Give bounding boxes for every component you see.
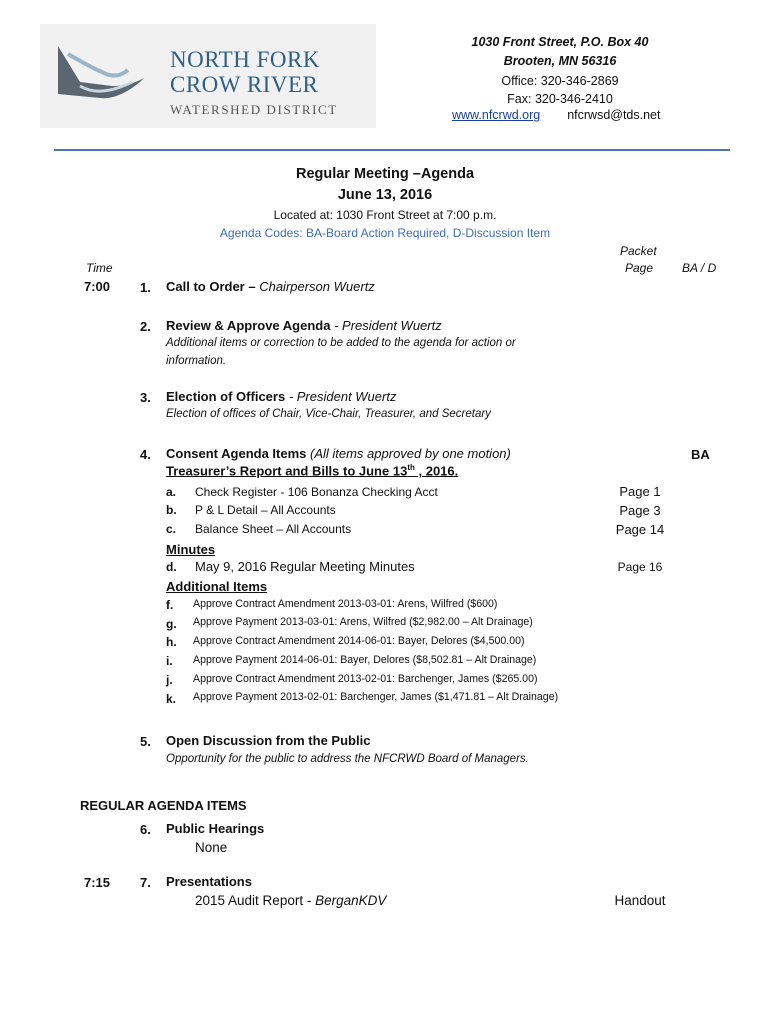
address-street: 1030 Front Street, P.O. Box 40 xyxy=(471,35,649,49)
item-3-heading: Election of Officers - President Wuertz xyxy=(166,389,397,404)
item-4c-text: Balance Sheet – All Accounts xyxy=(195,522,352,536)
item-4a-letter: a. xyxy=(166,485,177,499)
item-4c-page: Page 14 xyxy=(615,522,665,537)
item-4-number: 4. xyxy=(140,447,151,462)
item-4g-text: Approve Payment 2013-03-01: Arens, Wilfred ($2,982.00 – Alt Drainage) xyxy=(193,616,533,628)
fax-number: Fax: 320-346-2410 xyxy=(507,92,613,106)
item-4d-letter: d. xyxy=(166,560,177,574)
item-5-number: 5. xyxy=(140,734,151,749)
logo xyxy=(40,24,376,128)
item-7-page: Handout xyxy=(614,893,666,908)
minutes-heading: Minutes xyxy=(166,542,216,557)
item-4i-text: Approve Payment 2014-06-01: Bayer, Delores ($8,502.81 – Alt Drainage) xyxy=(193,654,537,666)
item-6-heading: Public Hearings xyxy=(166,821,265,836)
item-4i-letter: i. xyxy=(166,654,173,668)
item-6-description: None xyxy=(195,840,228,855)
item-7-description: 2015 Audit Report - BerganKDV xyxy=(195,893,387,908)
header-divider xyxy=(54,149,730,151)
page-title: Regular Meeting –Agenda xyxy=(295,166,475,182)
item-2-heading: Review & Approve Agenda - President Wuertz xyxy=(166,318,442,333)
item-4c-letter: c. xyxy=(166,522,177,536)
item-7-number: 7. xyxy=(140,875,151,890)
logo-line-1: NORTH FORK xyxy=(170,47,320,72)
meeting-location: Located at: 1030 Front Street at 7:00 p.m. xyxy=(273,208,497,222)
item-4j-letter: j. xyxy=(166,673,173,687)
regular-agenda-heading: REGULAR AGENDA ITEMS xyxy=(80,798,247,813)
item-4h-letter: h. xyxy=(166,635,177,649)
item-4h-text: Approve Contract Amendment 2014-06-01: Bayer, Delores ($4,500.00) xyxy=(193,635,525,647)
item-4b-page: Page 3 xyxy=(619,503,661,518)
item-4-heading: Consent Agenda Items (All items approved by one motion) xyxy=(166,446,511,461)
logo-line-3: WATERSHED DISTRICT xyxy=(170,102,338,117)
item-4k-text: Approve Payment 2013-02-01: Barchenger, James ($1,471.81 – Alt Drainage) xyxy=(193,691,559,703)
email-address: nfcrwsd@tds.net xyxy=(567,108,661,122)
item-2-description-2: information. xyxy=(166,355,227,367)
item-5-heading: Open Discussion from the Public xyxy=(166,733,371,748)
item-4d-text: May 9, 2016 Regular Meeting Minutes xyxy=(195,559,415,574)
item-1-number: 1. xyxy=(140,280,151,295)
additional-items-heading: Additional Items xyxy=(166,579,268,594)
item-4b-letter: b. xyxy=(166,503,177,517)
item-6-number: 6. xyxy=(140,822,151,837)
address-city: Brooten, MN 56316 xyxy=(503,54,617,68)
item-3-number: 3. xyxy=(140,390,151,405)
item-4-action-code: BA xyxy=(691,447,710,462)
item-3-description: Election of offices of Chair, Vice-Chair, Treasurer, and Secretary xyxy=(166,408,491,420)
item-4a-text: Check Register - 106 Bonanza Checking Acct xyxy=(195,485,438,499)
packet-column-header: Packet xyxy=(620,244,657,258)
item-1-heading: Call to Order – Chairperson Wuertz xyxy=(166,279,375,294)
item-7-heading: Presentations xyxy=(166,874,252,889)
item-4b-text: P & L Detail – All Accounts xyxy=(195,503,336,517)
time-715: 7:15 xyxy=(84,875,111,890)
time-700: 7:00 xyxy=(84,279,111,294)
item-5-description: Opportunity for the public to address the NFCRWD Board of Managers. xyxy=(166,753,529,765)
agenda-codes: Agenda Codes: BA-Board Action Required, D-Discussion Item xyxy=(219,226,551,240)
item-4f-letter: f. xyxy=(166,598,174,612)
item-4g-letter: g. xyxy=(166,617,177,631)
item-4k-letter: k. xyxy=(166,692,177,706)
page-column-header: Page xyxy=(625,261,654,275)
time-column-header: Time xyxy=(86,261,113,275)
item-4f-text: Approve Contract Amendment 2013-03-01: Arens, Wilfred ($600) xyxy=(193,598,498,610)
river-logo-icon xyxy=(40,24,160,128)
item-2-number: 2. xyxy=(140,319,151,334)
website-link[interactable]: www.nfcrwd.org xyxy=(452,108,541,122)
meeting-date: June 13, 2016 xyxy=(337,187,433,203)
office-phone: Office: 320-346-2869 xyxy=(501,74,619,88)
item-2-description-1: Additional items or correction to be added to the agenda for action or xyxy=(166,337,516,349)
ba-d-column-header: BA / D xyxy=(682,261,717,275)
item-4a-page: Page 1 xyxy=(619,484,661,499)
logo-line-2: CROW RIVER xyxy=(170,72,319,97)
item-4j-text: Approve Contract Amendment 2013-02-01: Barchenger, James ($265.00) xyxy=(193,673,538,685)
treasurer-report-heading: Treasurer’s Report and Bills to June 13th , 2016. xyxy=(166,463,459,479)
item-4d-page: Page 16 xyxy=(617,560,663,574)
